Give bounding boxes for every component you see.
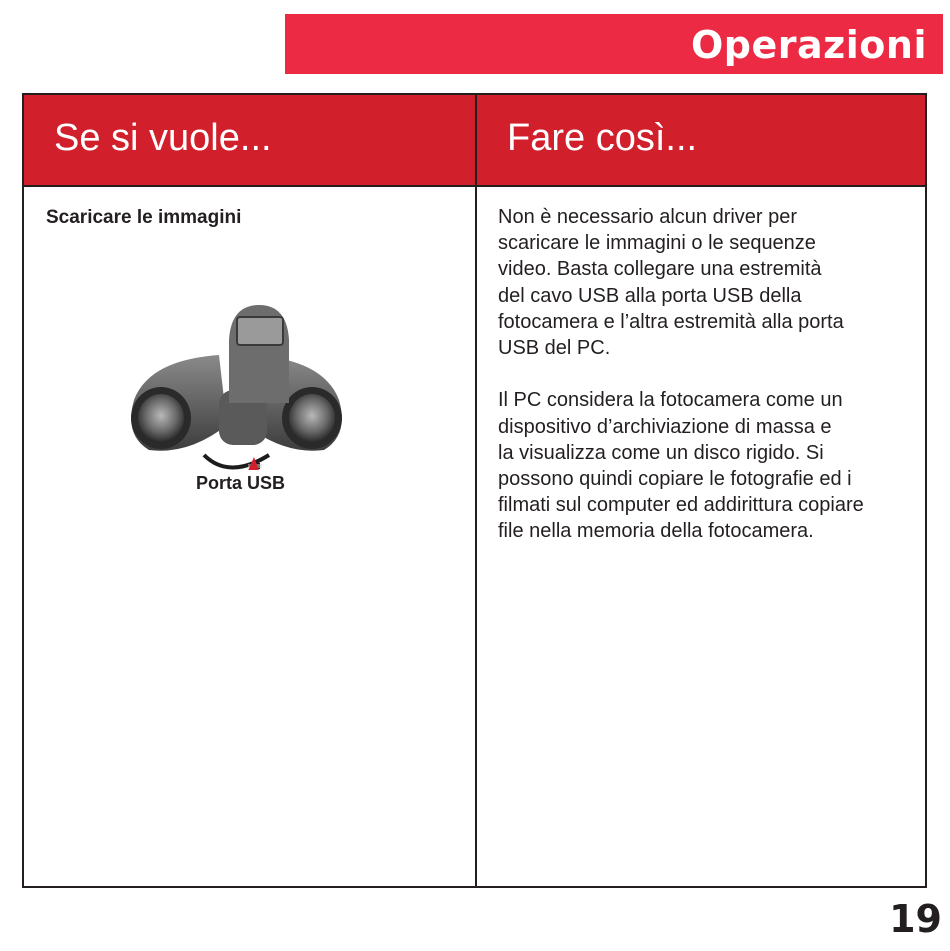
header-if-you-want: Se si vuole... (54, 117, 272, 159)
operations-table (22, 93, 927, 888)
section-banner (285, 14, 943, 74)
binoculars-camera-image (109, 305, 364, 470)
header-do-this: Fare così... (507, 117, 698, 159)
column-divider (475, 95, 477, 886)
instructions-text: Non è necessario alcun driver per scaricare le immagini o le sequenze video. Basta collegare una estremità del cavo USB alla porta USB della fotocamera e l’altra estremità alla porta USB del PC. Il PC considera la fotocamera come un dispositivo d’archiviazione di massa e la visualizza come un disco rigido. Si possono quindi copiare le fotografie ed i filmati sul computer ed addirittura copiare file nella memoria della fotocamera. (498, 206, 864, 543)
header-cell-if-you-want (24, 95, 475, 185)
task-label: Scaricare le immagini (46, 207, 242, 228)
page-number: 19 (889, 897, 942, 941)
section-title: Operazioni (691, 23, 927, 67)
header-cell-do-this (477, 95, 925, 185)
usb-port-label: Porta USB (196, 473, 286, 493)
